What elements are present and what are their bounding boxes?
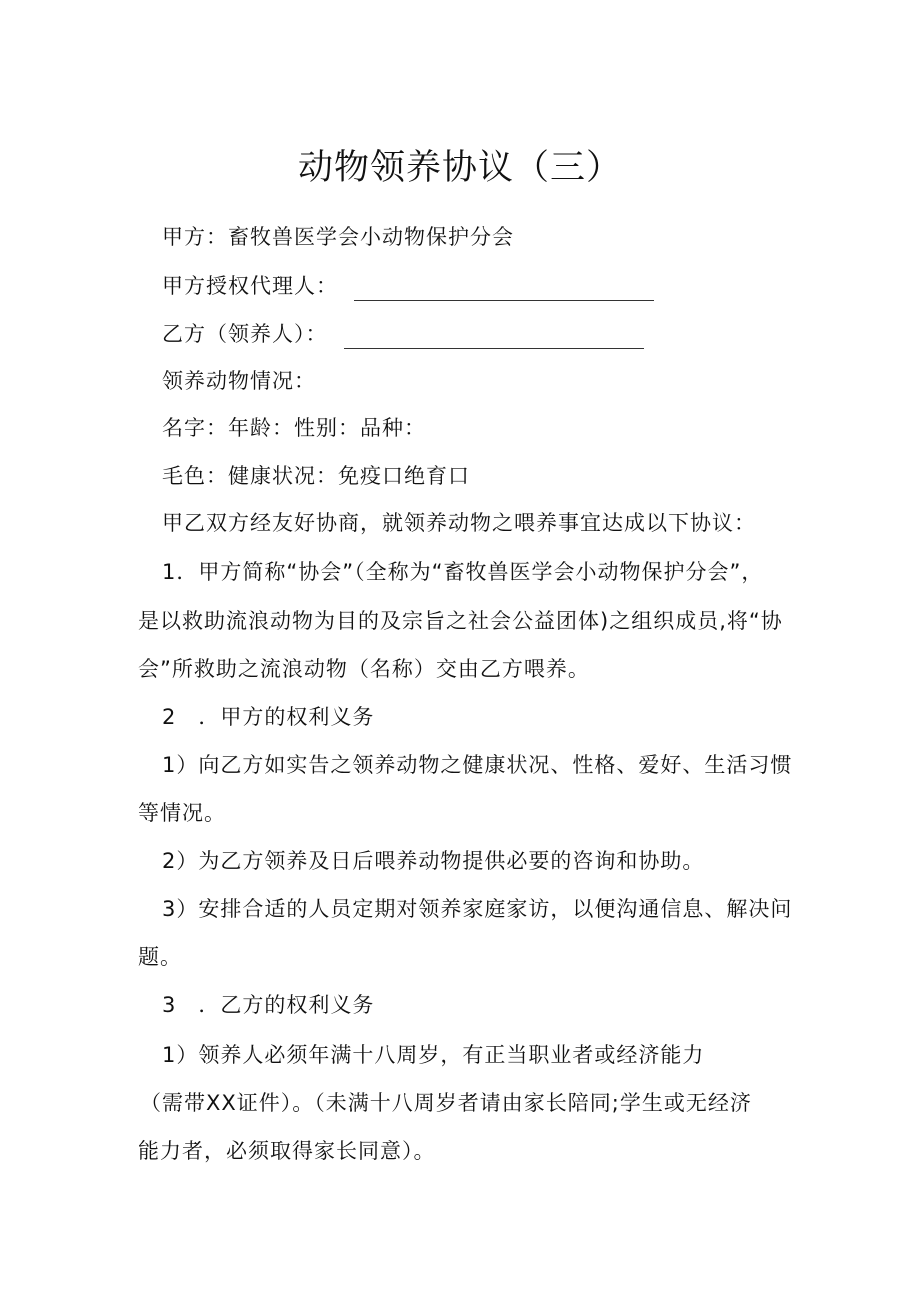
clause2-item2: 2）为乙方领养及日后喂养动物提供必要的咨询和协助。 — [162, 849, 705, 873]
clause2-item1-line1: 1）向乙方如实告之领养动物之健康状况、性格、爱好、生活习惯 — [162, 753, 793, 777]
animal-fields-1: 名字：年龄：性别：品种： — [162, 416, 426, 440]
clause3-item1-line1: 1）领养人必须年满十八周岁，有正当职业者或经济能力 — [162, 1043, 705, 1067]
clause1-line2: 是以救助流浪动物为目的及宗旨之社会公益团体)之组织成员,将“协 — [138, 609, 783, 633]
party-a-agent-blank — [354, 282, 654, 301]
party-b-line — [162, 319, 644, 349]
clause1-line1: 1．甲方简称“协会”（全称为“畜牧兽医学会小动物保护分会”， — [162, 560, 764, 584]
clause2-item1-line2: 等情况。 — [138, 801, 226, 825]
clause2-item3-line1: 3）安排合适的人员定期对领养家庭家访，以便沟通信息、解决问 — [162, 897, 793, 921]
party-a-line: 甲方：畜牧兽医学会小动物保护分会 — [162, 225, 514, 249]
clause1-line3: 会”所救助之流浪动物（名称）交由乙方喂养。 — [138, 657, 590, 681]
clause3-item1-line2: （需带XX证件）。（未满十八周岁者请由家长陪同;学生或无经济 — [140, 1091, 752, 1115]
clause3-heading: 3 ．乙方的权利义务 — [162, 993, 375, 1017]
clause2-heading: 2 ．甲方的权利义务 — [162, 705, 375, 729]
animal-info-label: 领养动物情况： — [162, 369, 316, 393]
intro-paragraph: 甲乙双方经友好协商，就领养动物之喂养事宜达成以下协议： — [162, 511, 756, 535]
clause2-item3-line2: 题。 — [138, 945, 182, 969]
party-a-agent-label: 甲方授权代理人： — [162, 274, 338, 298]
document-title: 动物领养协议（三） — [297, 148, 622, 188]
animal-fields-2: 毛色：健康状况：免疫口绝育口 — [162, 464, 470, 488]
clause3-item1-line3: 能力者，必须取得家长同意）。 — [138, 1139, 436, 1163]
party-b-blank — [344, 330, 644, 349]
party-b-label: 乙方（领养人）： — [162, 322, 328, 346]
party-a-agent-line — [162, 271, 654, 301]
